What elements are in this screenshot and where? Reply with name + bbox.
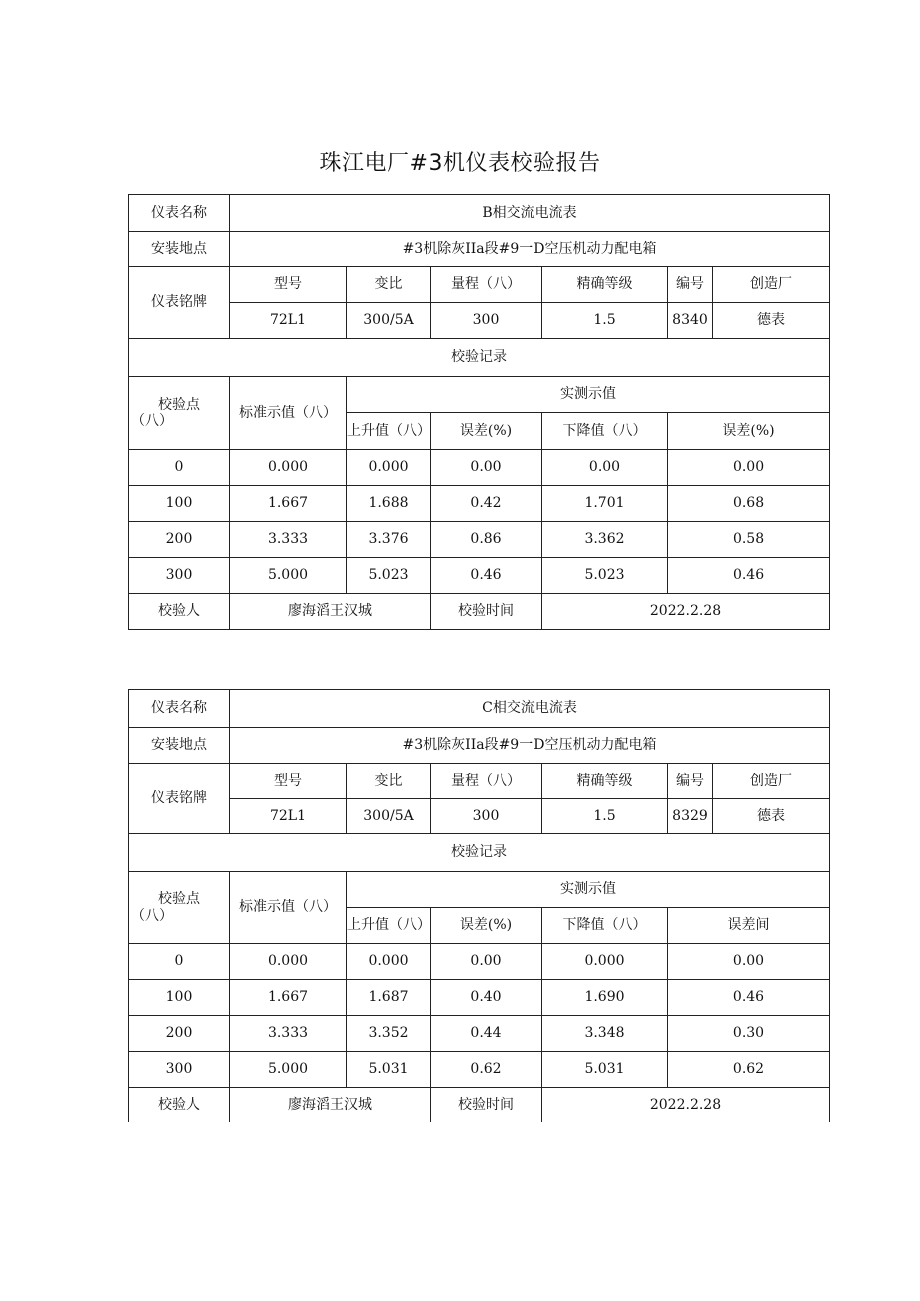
instrument-name-label: 仪表名称 <box>129 195 230 232</box>
falling-value: 5.031 <box>542 1052 668 1088</box>
rising-error: 0.00 <box>431 944 542 980</box>
cal-time-value: 2022.2.28 <box>542 1088 830 1122</box>
rising-value: 3.352 <box>347 1016 431 1052</box>
ratio-value: 300/5A <box>347 303 431 339</box>
standard-value: 0.000 <box>230 450 347 486</box>
calibration-report-table-2 <box>128 689 830 1122</box>
install-location-label: 安装地点 <box>129 728 230 764</box>
instrument-name-label: 仪表名称 <box>129 690 230 728</box>
serial-value: 8329 <box>668 799 713 834</box>
standard-value: 5.000 <box>230 1052 347 1088</box>
ratio-header: 变比 <box>347 764 431 799</box>
rising-error: 0.46 <box>431 558 542 594</box>
error-header-2: 误差间 <box>668 908 830 944</box>
cal-point: 300 <box>129 558 230 594</box>
falling-error: 0.30 <box>668 1016 830 1052</box>
model-header: 型号 <box>230 764 347 799</box>
falling-error: 0.46 <box>668 558 830 594</box>
manufacturer-value: 德表 <box>713 799 830 834</box>
cal-time-value: 2022.2.28 <box>542 594 830 630</box>
falling-error: 0.68 <box>668 486 830 522</box>
falling-value: 3.362 <box>542 522 668 558</box>
accuracy-value: 1.5 <box>542 799 668 834</box>
falling-value: 0.000 <box>542 944 668 980</box>
calibrator-label: 校验人 <box>129 594 230 630</box>
accuracy-header: 精确等级 <box>542 764 668 799</box>
falling-value: 3.348 <box>542 1016 668 1052</box>
serial-header: 编号 <box>668 267 713 303</box>
manufacturer-header: 创造厂 <box>713 764 830 799</box>
falling-value: 5.023 <box>542 558 668 594</box>
falling-error: 0.00 <box>668 944 830 980</box>
calibration-record-heading: 校验记录 <box>129 339 830 377</box>
cal-point-header-line1: 校验点 <box>158 396 200 413</box>
standard-value-header: 标准示值（八） <box>230 377 347 450</box>
standard-value: 1.667 <box>230 486 347 522</box>
cal-point-header-line2: （八） <box>131 413 173 429</box>
falling-error: 0.00 <box>668 450 830 486</box>
model-header: 型号 <box>230 267 347 303</box>
standard-value: 3.333 <box>230 1016 347 1052</box>
standard-value: 5.000 <box>230 558 347 594</box>
rising-value: 5.031 <box>347 1052 431 1088</box>
falling-value: 1.701 <box>542 486 668 522</box>
rising-value: 1.688 <box>347 486 431 522</box>
standard-value: 3.333 <box>230 522 347 558</box>
serial-header: 编号 <box>668 764 713 799</box>
table-row <box>129 1016 830 1052</box>
calibrator-value: 廖海滔王汉城 <box>230 1088 431 1122</box>
instrument-name-value: C相交流电流表 <box>230 690 830 728</box>
table-row <box>129 558 830 594</box>
error-header-1: 误差(%) <box>431 413 542 450</box>
standard-value: 0.000 <box>230 944 347 980</box>
rising-value: 1.687 <box>347 980 431 1016</box>
falling-header: 下降值（八） <box>542 908 668 944</box>
rising-header: 上升值（八） <box>347 908 431 944</box>
falling-value: 0.00 <box>542 450 668 486</box>
table-row <box>129 522 830 558</box>
cal-point: 300 <box>129 1052 230 1088</box>
manufacturer-header: 创造厂 <box>713 267 830 303</box>
ratio-header: 变比 <box>347 267 431 303</box>
cal-point: 100 <box>129 980 230 1016</box>
install-location-value: #3机除灰IIa段#9一D空压机动力配电箱 <box>230 232 830 267</box>
cal-time-label: 校验时间 <box>431 594 542 630</box>
cal-point-header-line2: （八） <box>131 907 173 924</box>
table-row <box>129 450 830 486</box>
measured-value-header: 实测示值 <box>347 872 830 908</box>
rising-value: 5.023 <box>347 558 431 594</box>
range-value: 300 <box>431 303 542 339</box>
serial-value: 8340 <box>668 303 713 339</box>
range-header: 量程（八） <box>431 764 542 799</box>
accuracy-header: 精确等级 <box>542 267 668 303</box>
falling-error: 0.58 <box>668 522 830 558</box>
rising-error: 0.62 <box>431 1052 542 1088</box>
table-row <box>129 944 830 980</box>
manufacturer-value: 德表 <box>713 303 830 339</box>
standard-value-header: 标准示值（八） <box>230 872 347 944</box>
install-location-label: 安装地点 <box>129 232 230 267</box>
cal-point: 200 <box>129 1016 230 1052</box>
accuracy-value: 1.5 <box>542 303 668 339</box>
calibration-record-heading: 校验记录 <box>129 834 830 872</box>
model-value: 72L1 <box>230 799 347 834</box>
cal-point-header <box>129 872 230 944</box>
rising-error: 0.44 <box>431 1016 542 1052</box>
measured-value-header: 实测示值 <box>347 377 830 413</box>
page-title: 珠江电厂#3机仪表校验报告 <box>319 151 601 176</box>
error-header-2: 误差(%) <box>668 413 830 450</box>
model-value: 72L1 <box>230 303 347 339</box>
rising-value: 0.000 <box>347 450 431 486</box>
table-row <box>129 980 830 1016</box>
cal-point-header-line1: 校验点 <box>158 891 200 908</box>
cal-point: 200 <box>129 522 230 558</box>
cal-point: 0 <box>129 450 230 486</box>
calibrator-value: 廖海滔王汉城 <box>230 594 431 630</box>
calibrator-label: 校验人 <box>129 1088 230 1122</box>
rising-value: 0.000 <box>347 944 431 980</box>
rising-value: 3.376 <box>347 522 431 558</box>
ratio-value: 300/5A <box>347 799 431 834</box>
cal-point: 0 <box>129 944 230 980</box>
rising-error: 0.86 <box>431 522 542 558</box>
nameplate-label: 仪表铭牌 <box>129 267 230 339</box>
rising-header: 上升值（八） <box>347 413 431 450</box>
install-location-value: #3机除灰IIa段#9一D空压机动力配电箱 <box>230 728 830 764</box>
table-row <box>129 486 830 522</box>
rising-error: 0.00 <box>431 450 542 486</box>
rising-error: 0.42 <box>431 486 542 522</box>
range-header: 量程（八） <box>431 267 542 303</box>
error-header-1: 误差(%) <box>431 908 542 944</box>
falling-value: 1.690 <box>542 980 668 1016</box>
falling-error: 0.46 <box>668 980 830 1016</box>
standard-value: 1.667 <box>230 980 347 1016</box>
nameplate-label: 仪表铭牌 <box>129 764 230 834</box>
falling-error: 0.62 <box>668 1052 830 1088</box>
cal-point: 100 <box>129 486 230 522</box>
table-row <box>129 1052 830 1088</box>
rising-error: 0.40 <box>431 980 542 1016</box>
range-value: 300 <box>431 799 542 834</box>
cal-point-header <box>129 377 230 450</box>
instrument-name-value: B相交流电流表 <box>230 195 830 232</box>
cal-time-label: 校验时间 <box>431 1088 542 1122</box>
calibration-report-table-1 <box>128 194 830 630</box>
falling-header: 下降值（八） <box>542 413 668 450</box>
